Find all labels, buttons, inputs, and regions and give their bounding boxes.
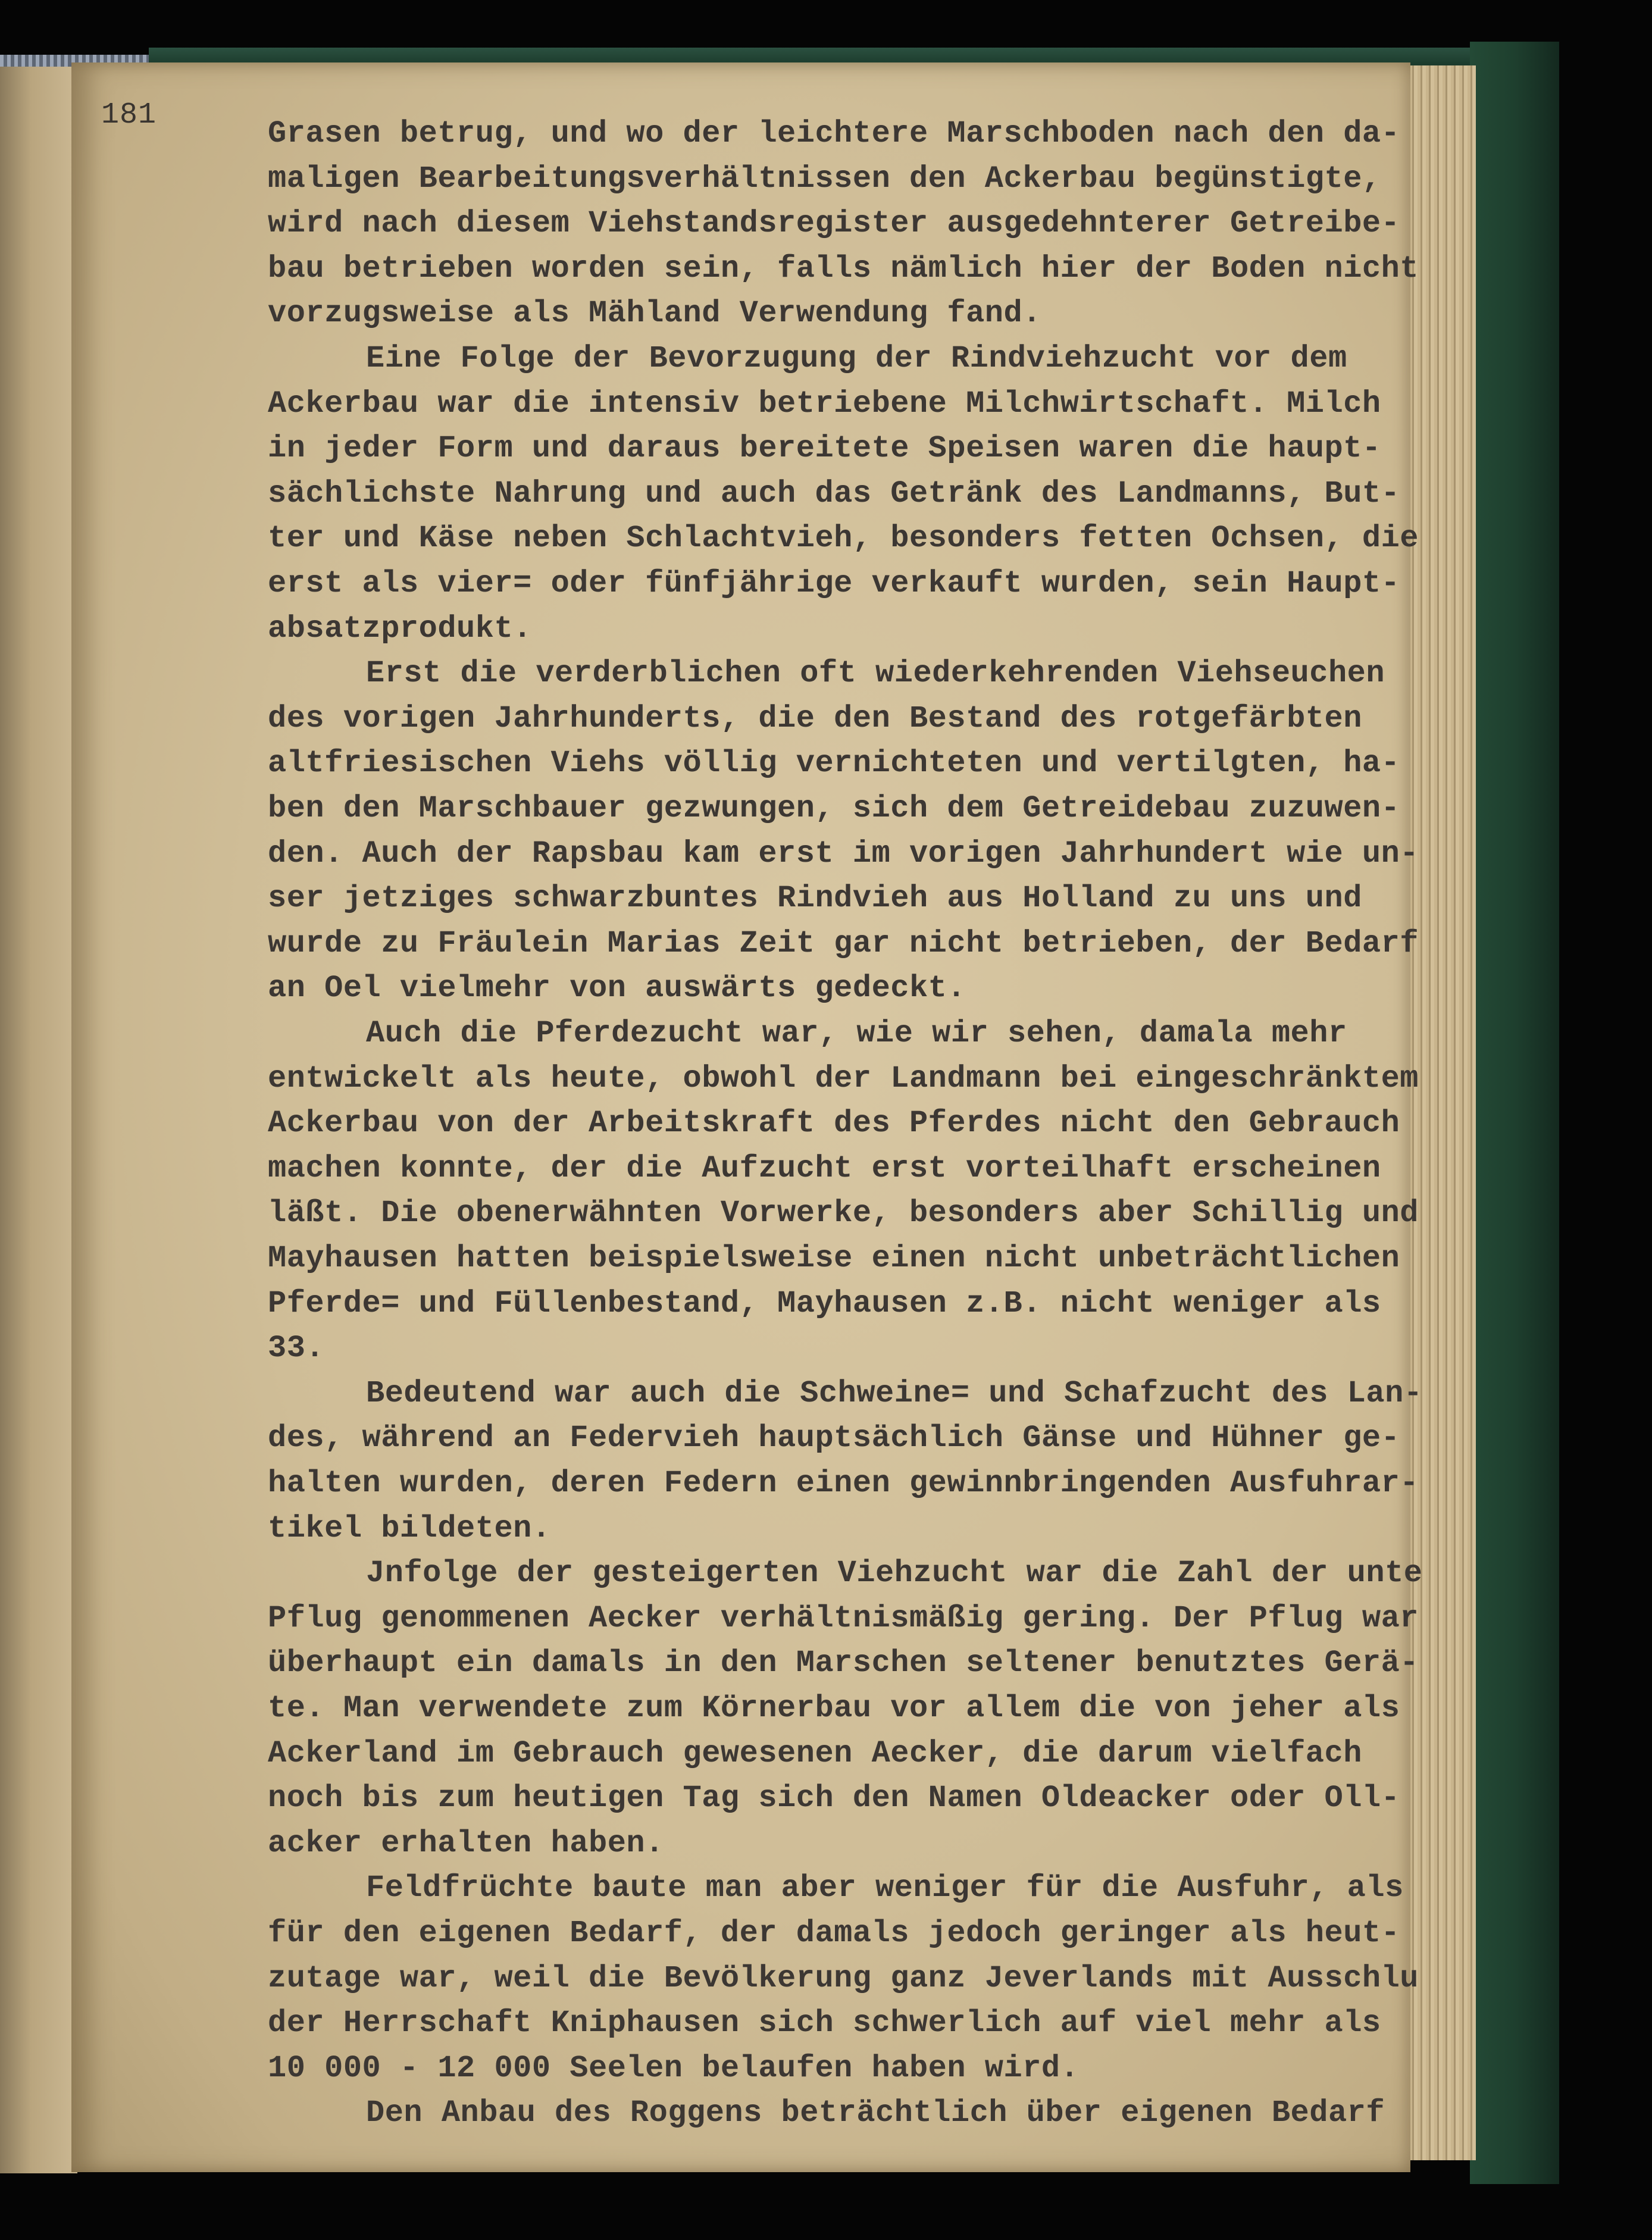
- text-line: des vorigen Jahrhunderts, die den Bestand des rotgefärbten: [268, 700, 1362, 736]
- text-line: ser jetziges schwarzbuntes Rindvieh aus Holland zu uns und: [268, 881, 1362, 916]
- book-cover: [1470, 42, 1559, 2184]
- text-line: altfriesischen Viehs völlig vernichteten und vertilgten, ha-: [268, 746, 1400, 781]
- text-line: vorzugsweise als Mähland Verwendung fand.: [268, 296, 1041, 331]
- text-line: den. Auch der Rapsbau kam erst im vorigen Jahrhundert wie un-: [268, 836, 1419, 871]
- text-line: te. Man verwendete zum Körnerbau vor allem die von jeher als: [268, 1691, 1400, 1726]
- text-line: tikel bildeten.: [268, 1510, 551, 1546]
- text-line: der Herrschaft Kniphausen sich schwerlich auf viel mehr als: [268, 2006, 1381, 2041]
- text-line: zutage war, weil die Bevölkerung ganz Jeverlands mit Ausschlu: [268, 1960, 1419, 1996]
- text-line: Ackerbau von der Arbeitskraft des Pferdes nicht den Gebrauch: [268, 1106, 1400, 1141]
- text-line: wird nach diesem Viehstandsregister ausgedehnterer Getreibe-: [268, 206, 1400, 242]
- text-line: Pferde= und Füllenbestand, Mayhausen z.B. nicht weniger als: [268, 1285, 1381, 1321]
- text-line: Eine Folge der Bevorzugung der Rindviehzucht vor dem: [366, 341, 1347, 376]
- text-line: in jeder Form und daraus bereitete Speisen waren die haupt-: [268, 431, 1381, 467]
- text-line: Pflug genommenen Aecker verhältnismäßig gering. Der Pflug war: [268, 1600, 1419, 1636]
- text-line: wurde zu Fräulein Marias Zeit gar nicht betrieben, der Bedarf: [268, 925, 1419, 961]
- text-line: noch bis zum heutigen Tag sich den Namen Oldeacker oder Oll-: [268, 1781, 1400, 1816]
- text-line: sächlichste Nahrung und auch das Getränk des Landmanns, But-: [268, 475, 1400, 511]
- text-line: erst als vier= oder fünfjährige verkauft wurden, sein Haupt-: [268, 566, 1400, 601]
- text-line: Jnfolge der gesteigerten Viehzucht war die Zahl der unte: [366, 1556, 1423, 1591]
- text-line: überhaupt ein damals in den Marschen seltener benutztes Gerä-: [268, 1645, 1419, 1681]
- text-line: Grasen betrug, und wo der leichtere Marschboden nach den da-: [268, 116, 1400, 151]
- text-line: Bedeutend war auch die Schweine= und Schafzucht des Lan-: [366, 1375, 1423, 1411]
- page-number: 181: [101, 98, 157, 132]
- text-line: 33.: [268, 1331, 325, 1366]
- text-line: 10 000 - 12 000 Seelen belaufen haben wird.: [268, 2050, 1080, 2086]
- text-line: halten wurden, deren Federn einen gewinnbringenden Ausfuhrar-: [268, 1466, 1419, 1501]
- text-line: Feldfrüchte baute man aber weniger für die Ausfuhr, als: [366, 1870, 1404, 1906]
- text-line: maligen Bearbeitungsverhältnissen den Ackerbau begünstigte,: [268, 161, 1381, 196]
- text-line: ben den Marschbauer gezwungen, sich dem Getreidebau zuzuwen-: [268, 791, 1400, 826]
- text-line: Den Anbau des Roggens beträchtlich über eigenen Bedarf: [366, 2095, 1385, 2131]
- text-line: acker erhalten haben.: [268, 1825, 664, 1861]
- previous-page-edge: [0, 67, 77, 2173]
- text-line: Erst die verderblichen oft wiederkehrenden Viehseuchen: [366, 656, 1385, 692]
- text-line: des, während an Federvieh hauptsächlich Gänse und Hühner ge-: [268, 1421, 1400, 1456]
- text-line: läßt. Die obenerwähnten Vorwerke, besonders aber Schillig und: [268, 1196, 1419, 1231]
- text-line: absatzprodukt.: [268, 611, 532, 646]
- text-line: Ackerland im Gebrauch gewesenen Aecker, die darum vielfach: [268, 1735, 1362, 1771]
- text-line: Auch die Pferdezucht war, wie wir sehen, damala mehr: [366, 1016, 1347, 1051]
- text-line: Ackerbau war die intensiv betriebene Milchwirtschaft. Milch: [268, 386, 1381, 421]
- text-line: entwickelt als heute, obwohl der Landmann bei eingeschränktem: [268, 1060, 1419, 1096]
- text-line: ter und Käse neben Schlachtvieh, besonders fetten Ochsen, die: [268, 521, 1419, 556]
- text-line: Mayhausen hatten beispielsweise einen nicht unbeträchtlichen: [268, 1241, 1400, 1276]
- text-line: für den eigenen Bedarf, der damals jedoch geringer als heut-: [268, 1916, 1400, 1951]
- text-line: bau betrieben worden sein, falls nämlich hier der Boden nicht: [268, 251, 1419, 286]
- text-line: an Oel vielmehr von auswärts gedeckt.: [268, 971, 966, 1006]
- text-line: machen konnte, der die Aufzucht erst vorteilhaft erscheinen: [268, 1150, 1381, 1186]
